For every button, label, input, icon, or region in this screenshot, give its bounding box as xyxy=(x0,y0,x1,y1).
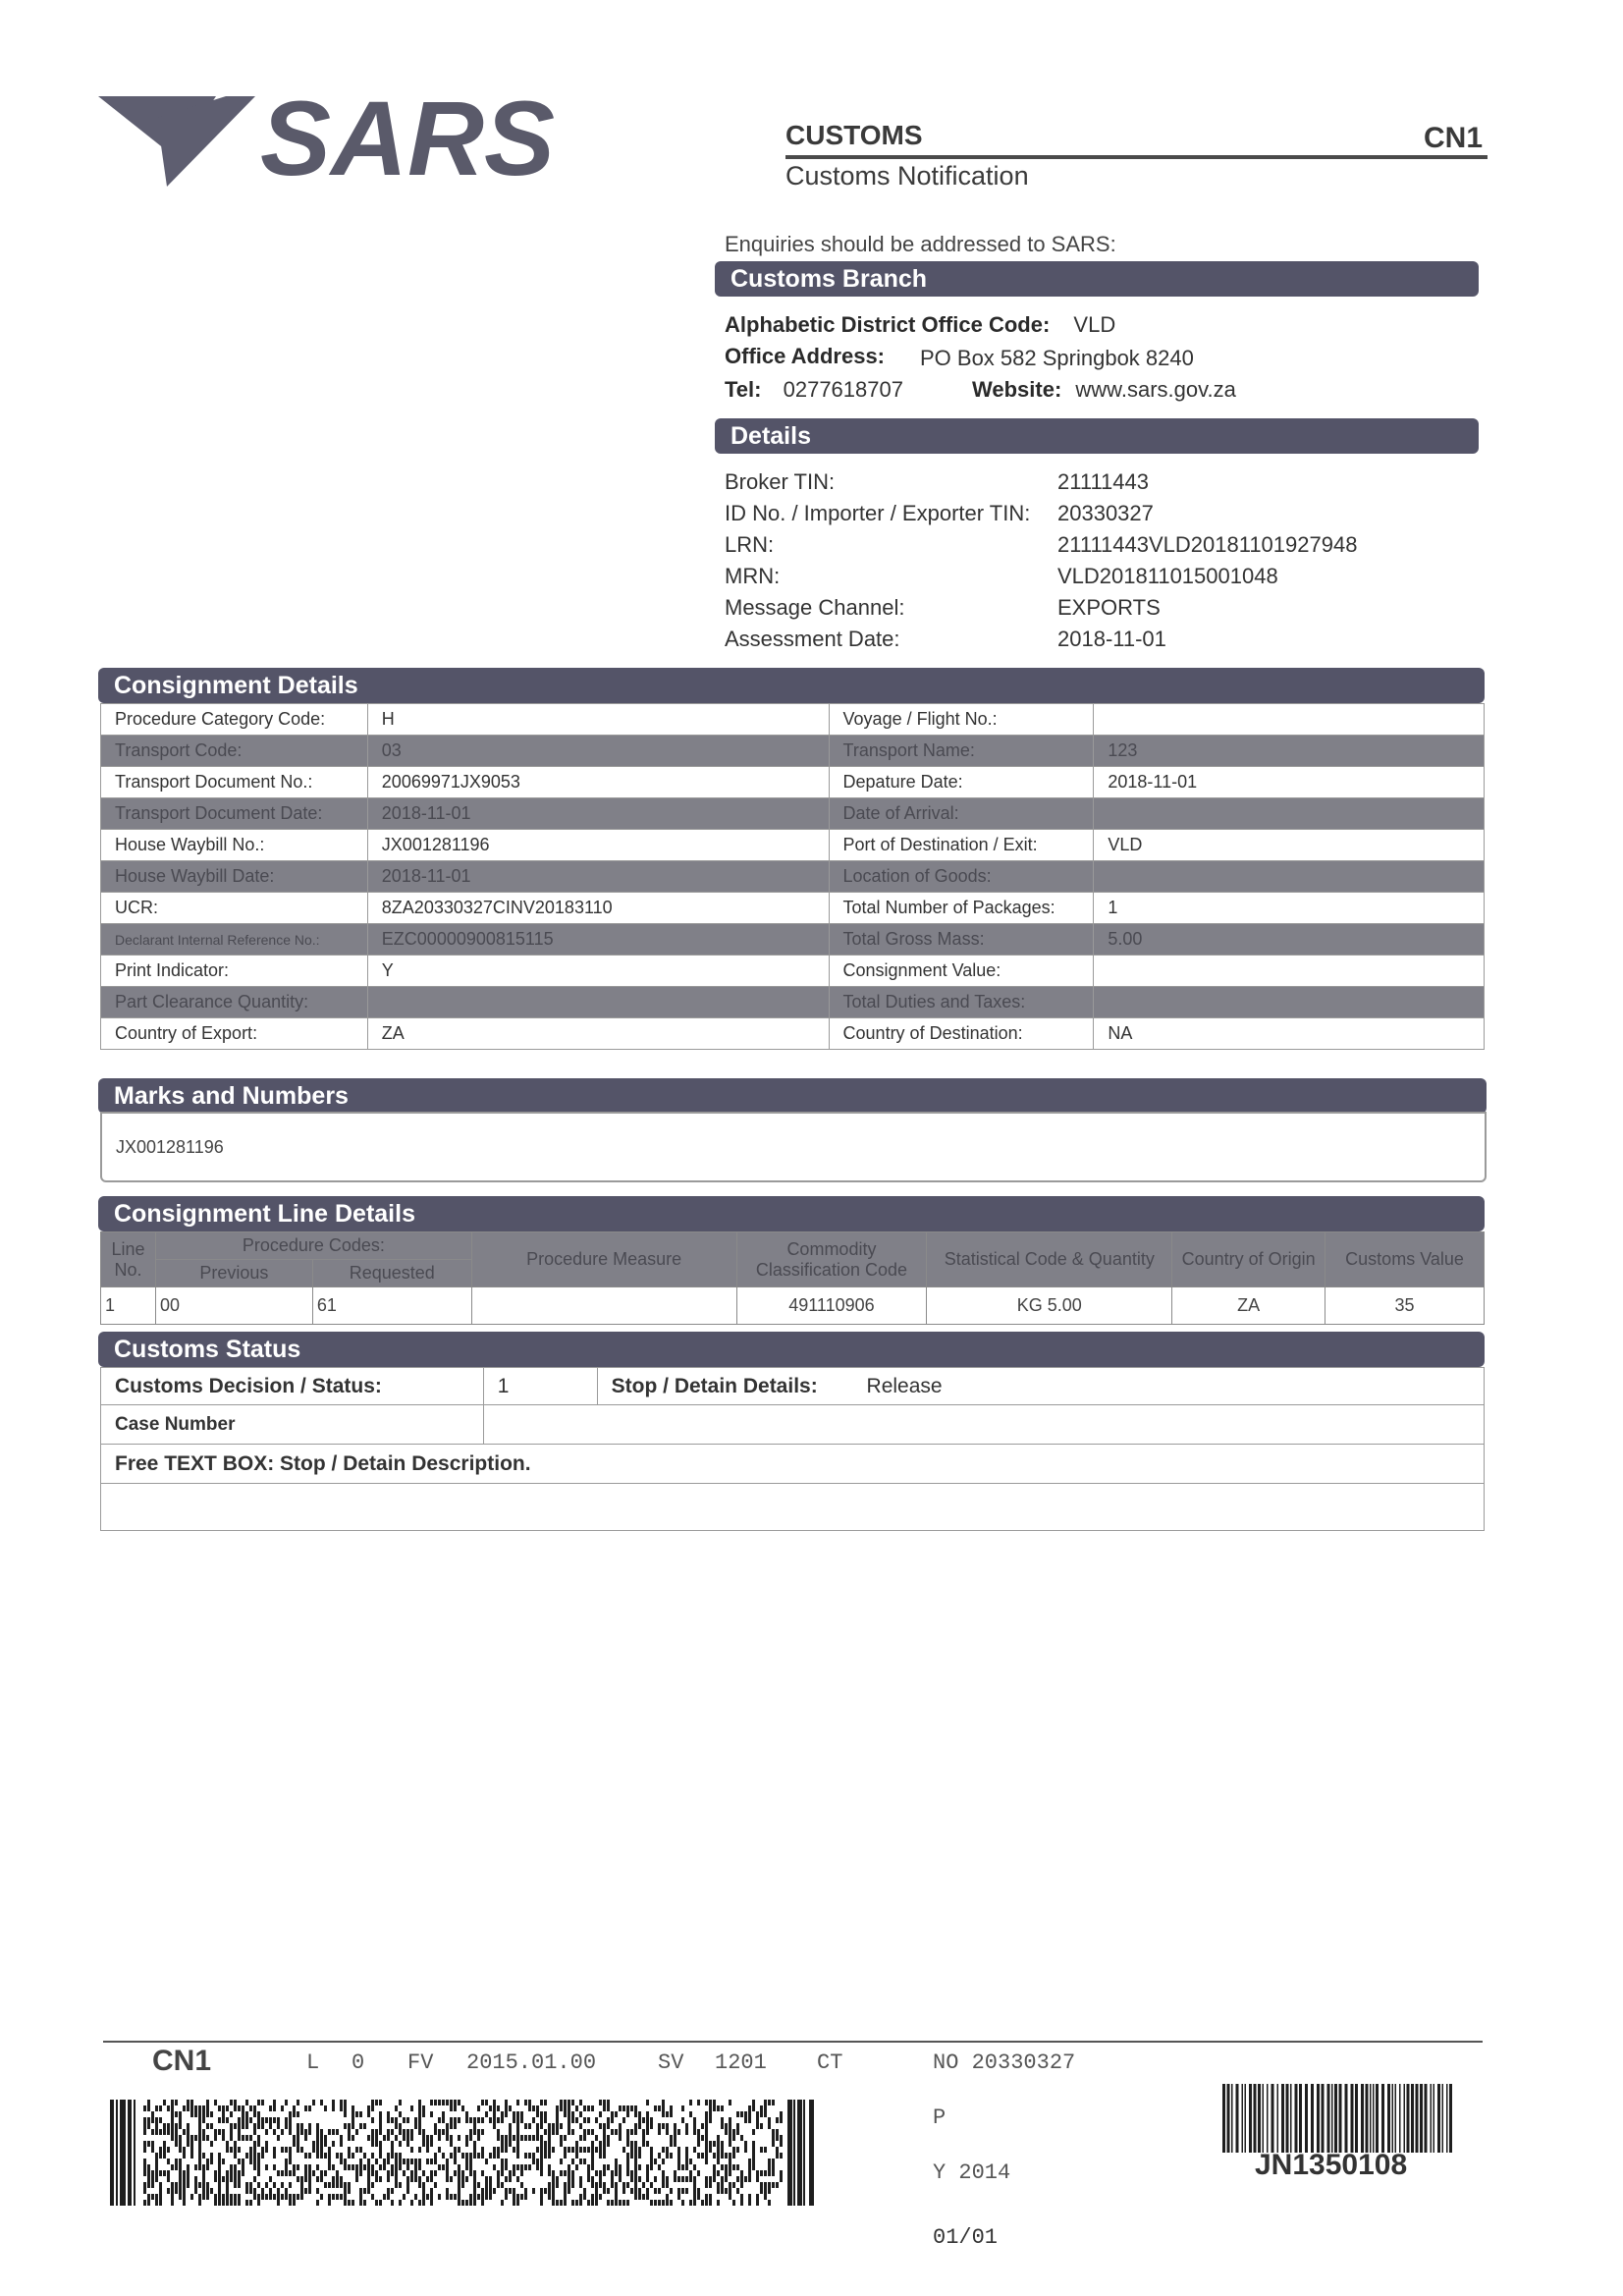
col-commodity-2: Classification Code xyxy=(755,1259,907,1280)
field-label: Depature Date: xyxy=(829,767,1094,798)
field-value xyxy=(1094,861,1485,893)
header-rule xyxy=(785,155,1488,159)
col-procedure-codes: Procedure Codes: xyxy=(155,1232,471,1260)
pdf417-barcode xyxy=(110,2100,817,2206)
cell-statistical: KG 5.00 xyxy=(927,1287,1172,1325)
table-row xyxy=(101,861,1485,893)
field-value: 5.00 xyxy=(1094,924,1485,956)
marks-numbers-value: JX001281196 xyxy=(116,1137,224,1157)
customs-status-bar xyxy=(98,1332,1485,1367)
cell-commodity: 491110906 xyxy=(736,1287,927,1325)
field-label: Procedure Category Code: xyxy=(101,704,368,736)
field-label: Print Indicator: xyxy=(101,956,368,987)
col-line-no xyxy=(101,1232,156,1287)
office-address-label: Office Address: xyxy=(725,344,886,368)
col-line-no-2: No. xyxy=(114,1259,142,1280)
field-value: 20069971JX9053 xyxy=(367,767,829,798)
stop-detain-cell xyxy=(597,1368,1484,1405)
field-label: Transport Name: xyxy=(829,736,1094,767)
sars-logo xyxy=(98,88,560,196)
line-details-title: Consignment Line Details xyxy=(114,1200,415,1228)
marks-numbers-title: Marks and Numbers xyxy=(114,1082,349,1110)
case-number-value xyxy=(483,1405,1484,1445)
field-value: NA xyxy=(1094,1018,1485,1050)
barcode-text: JN1350108 xyxy=(1255,2149,1408,2181)
field-label: Transport Code: xyxy=(101,736,368,767)
cell-previous: 00 xyxy=(155,1287,312,1325)
details-title: Details xyxy=(730,422,811,450)
footer-ct: CT xyxy=(817,2050,843,2075)
col-commodity-1: Commodity xyxy=(786,1238,877,1259)
details-value: 20330327 xyxy=(1057,501,1154,525)
field-label: UCR: xyxy=(101,893,368,924)
details-label: Assessment Date: xyxy=(725,627,900,651)
consignment-table xyxy=(100,703,1485,1050)
field-value xyxy=(1094,956,1485,987)
cell-procedure-measure xyxy=(471,1287,736,1325)
office-code-row xyxy=(725,312,1115,338)
form-code: CN1 xyxy=(1424,122,1484,154)
field-value: 123 xyxy=(1094,736,1485,767)
footer-no-line: NO 20330327 xyxy=(933,2050,1076,2075)
table-row xyxy=(101,798,1485,830)
col-procedure-measure: Procedure Measure xyxy=(471,1232,736,1287)
details-value: EXPORTS xyxy=(1057,595,1161,620)
stop-detain-label: Stop / Detain Details: xyxy=(611,1374,818,1397)
free-text-label: Free TEXT BOX: Stop / Detain Description. xyxy=(101,1445,1485,1484)
field-value xyxy=(1094,704,1485,736)
table-row xyxy=(101,704,1485,736)
decision-label: Customs Decision / Status: xyxy=(101,1368,484,1405)
footer-sv: SV xyxy=(658,2050,684,2075)
table-row xyxy=(101,830,1485,861)
footer-p-line: P xyxy=(933,2105,947,2130)
field-label: Country of Destination: xyxy=(829,1018,1094,1050)
details-label: ID No. / Importer / Exporter TIN: xyxy=(725,501,1031,525)
office-code-value: VLD xyxy=(1073,312,1116,337)
decision-value: 1 xyxy=(483,1368,597,1405)
table-row xyxy=(101,1018,1485,1050)
details-value: 21111443VLD20181101927948 xyxy=(1057,532,1358,557)
line-details-bar xyxy=(98,1196,1485,1231)
consignment-details-bar xyxy=(98,668,1485,703)
marks-numbers-box xyxy=(100,1112,1487,1182)
col-statistical: Statistical Code & Quantity xyxy=(927,1232,1172,1287)
free-text-value xyxy=(101,1484,1485,1531)
details-label: Broker TIN: xyxy=(725,469,836,494)
linear-barcode xyxy=(1222,2084,1458,2153)
field-label: Part Clearance Quantity: xyxy=(101,987,368,1018)
field-label: Transport Document No.: xyxy=(101,767,368,798)
col-origin: Country of Origin xyxy=(1172,1232,1325,1287)
office-address-row xyxy=(725,344,885,369)
details-value: 2018-11-01 xyxy=(1057,627,1166,651)
field-label: House Waybill Date: xyxy=(101,861,368,893)
field-label: Country of Export: xyxy=(101,1018,368,1050)
tel-label: Tel: xyxy=(725,377,762,402)
logo-text: SARS xyxy=(260,88,556,196)
field-value: ZA xyxy=(367,1018,829,1050)
table-row xyxy=(101,893,1485,924)
field-value: 2018-11-01 xyxy=(367,798,829,830)
field-value xyxy=(367,987,829,1018)
field-value: 03 xyxy=(367,736,829,767)
website-label: Website: xyxy=(972,377,1062,402)
table-row xyxy=(101,767,1485,798)
details-bar xyxy=(715,418,1479,454)
header-customs: CUSTOMS xyxy=(785,120,923,150)
office-address-value: PO Box 582 Springbok 8240 xyxy=(920,346,1194,370)
details-label: MRN: xyxy=(725,564,781,588)
field-label: Date of Arrival: xyxy=(829,798,1094,830)
col-previous: Previous xyxy=(155,1260,312,1287)
field-label: Location of Goods: xyxy=(829,861,1094,893)
tel-value: 0277618707 xyxy=(783,377,903,402)
field-label: Transport Document Date: xyxy=(101,798,368,830)
table-row xyxy=(101,1287,1485,1325)
enquiries-text: Enquiries should be addressed to SARS: xyxy=(725,232,1116,256)
consignment-details-title: Consignment Details xyxy=(114,672,358,699)
footer-rule xyxy=(103,2041,1483,2043)
field-label: Port of Destination / Exit: xyxy=(829,830,1094,861)
field-label: Total Duties and Taxes: xyxy=(829,987,1094,1018)
field-label: Total Number of Packages: xyxy=(829,893,1094,924)
customs-branch-bar xyxy=(715,261,1479,297)
line-details-table xyxy=(100,1231,1485,1325)
case-number-label: Case Number xyxy=(101,1405,484,1445)
field-value: EZC00000900815115 xyxy=(367,924,829,956)
marks-numbers-bar xyxy=(98,1078,1487,1114)
col-customs-value: Customs Value xyxy=(1325,1232,1485,1287)
table-row xyxy=(101,736,1485,767)
table-row xyxy=(101,924,1485,956)
cell-line-no: 1 xyxy=(101,1287,156,1325)
field-label: Total Gross Mass: xyxy=(829,924,1094,956)
footer-version: 2015.01.00 xyxy=(466,2050,597,2075)
field-label: Declarant Internal Reference No.: xyxy=(101,924,368,956)
details-label: LRN: xyxy=(725,532,775,557)
cell-customs-value: 35 xyxy=(1325,1287,1485,1325)
footer-zero: 0 xyxy=(352,2050,365,2075)
details-label: Message Channel: xyxy=(725,595,905,620)
field-label: House Waybill No.: xyxy=(101,830,368,861)
field-value: 8ZA20330327CINV20183110 xyxy=(367,893,829,924)
details-value: VLD201811015001048 xyxy=(1057,564,1278,588)
footer-y-line: Y 2014 xyxy=(933,2160,1011,2185)
cell-requested: 61 xyxy=(312,1287,471,1325)
footer-sv-value: 1201 xyxy=(715,2050,767,2075)
website-value[interactable]: www.sars.gov.za xyxy=(1075,377,1236,402)
customs-status-title: Customs Status xyxy=(114,1336,301,1363)
stop-detain-value: Release xyxy=(866,1374,943,1397)
table-row xyxy=(101,956,1485,987)
col-commodity xyxy=(736,1232,927,1287)
field-value: JX001281196 xyxy=(367,830,829,861)
footer-form-code: CN1 xyxy=(152,2045,212,2077)
details-value: 21111443 xyxy=(1057,469,1149,494)
footer-l: L xyxy=(306,2050,320,2075)
cell-origin: ZA xyxy=(1172,1287,1325,1325)
field-label: Voyage / Flight No.: xyxy=(829,704,1094,736)
field-value: H xyxy=(367,704,829,736)
field-value: 1 xyxy=(1094,893,1485,924)
table-row xyxy=(101,987,1485,1018)
office-code-label: Alphabetic District Office Code: xyxy=(725,312,1051,337)
footer-page: 01/01 xyxy=(933,2225,999,2250)
col-requested: Requested xyxy=(312,1260,471,1287)
field-value: 2018-11-01 xyxy=(367,861,829,893)
field-value: 2018-11-01 xyxy=(1094,767,1485,798)
field-value: Y xyxy=(367,956,829,987)
tel-row xyxy=(725,377,903,403)
col-line-no-1: Line xyxy=(111,1238,145,1259)
customs-status-table xyxy=(100,1367,1485,1531)
field-value: VLD xyxy=(1094,830,1485,861)
field-value xyxy=(1094,987,1485,1018)
website-row xyxy=(972,377,1236,403)
header-subtitle: Customs Notification xyxy=(785,161,1029,191)
customs-branch-title: Customs Branch xyxy=(730,265,928,293)
field-label: Consignment Value: xyxy=(829,956,1094,987)
footer-fv: FV xyxy=(407,2050,434,2075)
field-value xyxy=(1094,798,1485,830)
